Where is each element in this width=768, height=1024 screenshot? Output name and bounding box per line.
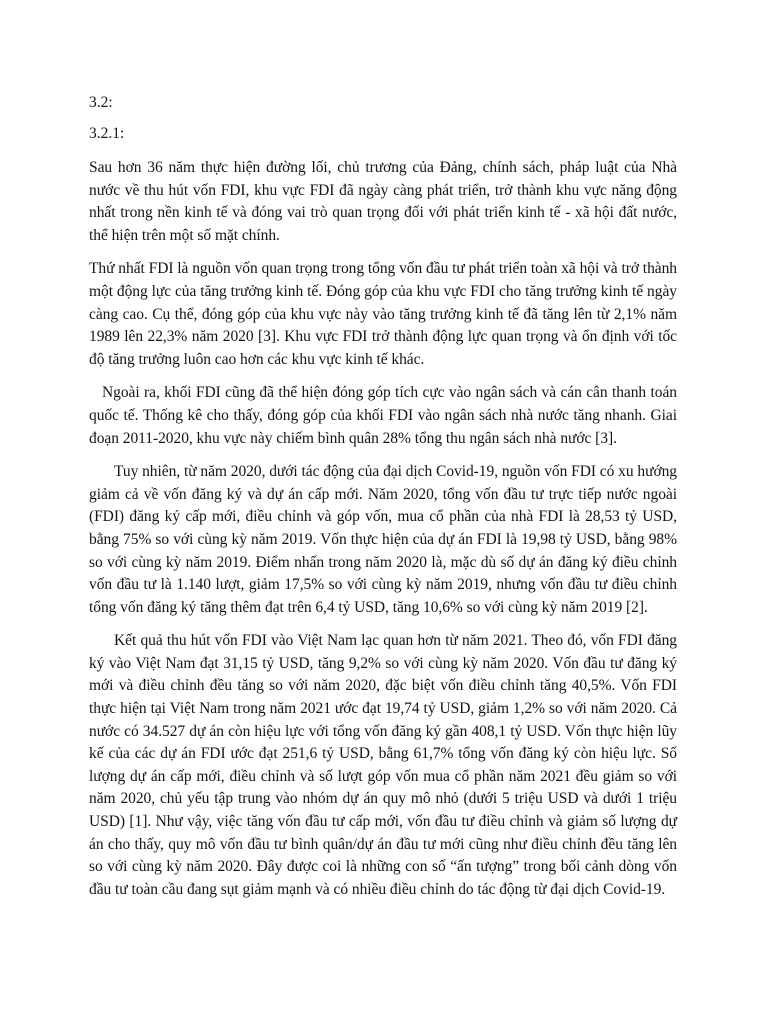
- section-heading-3-2-1: 3.2.1:: [89, 125, 125, 142]
- document-page: [89, 92, 677, 912]
- paragraph-fdi-budget: Ngoài ra, khối FDI cũng đã thể hiện đóng góp tích cực vào ngân sách và cán cân thanh toán quốc tế. Thống kê cho thấy, đóng góp của khối FDI vào ngân sách nhà nước tăng nhanh. Giai đoạn 2011-2020, khu vực này chiếm bình quân 28% tổng thu ngân sách nhà nước [3].: [89, 384, 677, 447]
- paragraph-fdi-growth: Thứ nhất FDI là nguồn vốn quan trọng trong tổng vốn đầu tư phát triển toàn xã hội và trở thành một động lực của tăng trưởng kinh tế. Đóng góp của khu vực FDI cho tăng trưởng kinh tế ngày càng cao. Cụ thể, đóng góp của khu vực này vào tăng trưởng kinh tế đã tăng lên từ 2,1% năm 1989 lên 22,3% năm 2020 [3]. Khu vực FDI trở thành động lực quan trọng và ổn định với tốc độ tăng trưởng luôn cao hơn các khu vực kinh tế khác.: [89, 260, 677, 368]
- paragraph-2021-results: Kết quả thu hút vốn FDI vào Việt Nam lạc quan hơn từ năm 2021. Theo đó, vốn FDI đăng ký vào Việt Nam đạt 31,15 tỷ USD, tăng 9,2% so với cùng kỳ năm 2020. Vốn đầu tư đăng ký mới và điều chỉnh đều tăng so với năm 2020, đặc biệt vốn điều chỉnh tăng 40,5%. Vốn FDI thực hiện tại Việt Nam trong năm 2021 ước đạt 19,74 tỷ USD, giảm 1,2% so với năm 2020. Cả nước có 34.527 dự án còn hiệu lực với tổng vốn đăng ký gần 408,1 tỷ USD. Vốn thực hiện lũy kế của các dự án FDI ước đạt 251,6 tỷ USD, bằng 61,7% tổng vốn đăng ký còn hiệu lực. Số lượng dự án cấp mới, điều chỉnh và số lượt góp vốn mua cổ phần năm 2021 đều giảm so với năm 2020, chủ yếu tập trung vào nhóm dự án quy mô nhỏ (dưới 5 triệu USD và dưới 1 triệu USD) [1]. Như vậy, việc tăng vốn đầu tư cấp mới, vốn đầu tư điều chỉnh và giảm số lượng dự án cho thấy, quy mô vốn đầu tư bình quân/dự án đầu tư mới cũng như điều chỉnh đều tăng lên so với cùng kỳ năm 2020. Đây được coi là những con số “ấn tượng” trong bối cảnh dòng vốn đầu tư toàn cầu đang sụt giảm mạnh và có nhiều điều chỉnh do tác động từ đại dịch Covid-19.: [89, 632, 677, 898]
- section-heading-3-2: 3.2:: [89, 94, 113, 111]
- paragraph-covid-impact: Tuy nhiên, từ năm 2020, dưới tác động của đại dịch Covid-19, nguồn vốn FDI có xu hướng giảm cả về vốn đăng ký và dự án cấp mới. Năm 2020, tổng vốn đầu tư trực tiếp nước ngoài (FDI) đăng ký cấp mới, điều chỉnh và góp vốn, mua cổ phần của nhà FDI là 28,53 tỷ USD, bằng 75% so với cùng kỳ năm 2019. Vốn thực hiện của dự án FDI là 19,98 tỷ USD, bằng 98% so với cùng kỳ năm 2019. Điểm nhấn trong năm 2020 là, mặc dù số dự án đăng ký điều chỉnh vốn đầu tư là 1.140 lượt, giảm 17,5% so với cùng kỳ năm 2019, nhưng vốn đầu tư điều chỉnh tổng vốn đăng ký tăng thêm đạt trên 6,4 tỷ USD, tăng 10,6% so với cùng kỳ năm 2019 [2].: [89, 463, 677, 616]
- paragraph-intro: Sau hơn 36 năm thực hiện đường lối, chủ trương của Đảng, chính sách, pháp luật của Nhà nước về thu hút vốn FDI, khu vực FDI đã ngày càng phát triển, trở thành khu vực năng động nhất trong nền kinh tế và đóng vai trò quan trọng đối với phát triển kinh tế - xã hội đất nước, thể hiện trên một số mặt chính.: [89, 159, 677, 244]
